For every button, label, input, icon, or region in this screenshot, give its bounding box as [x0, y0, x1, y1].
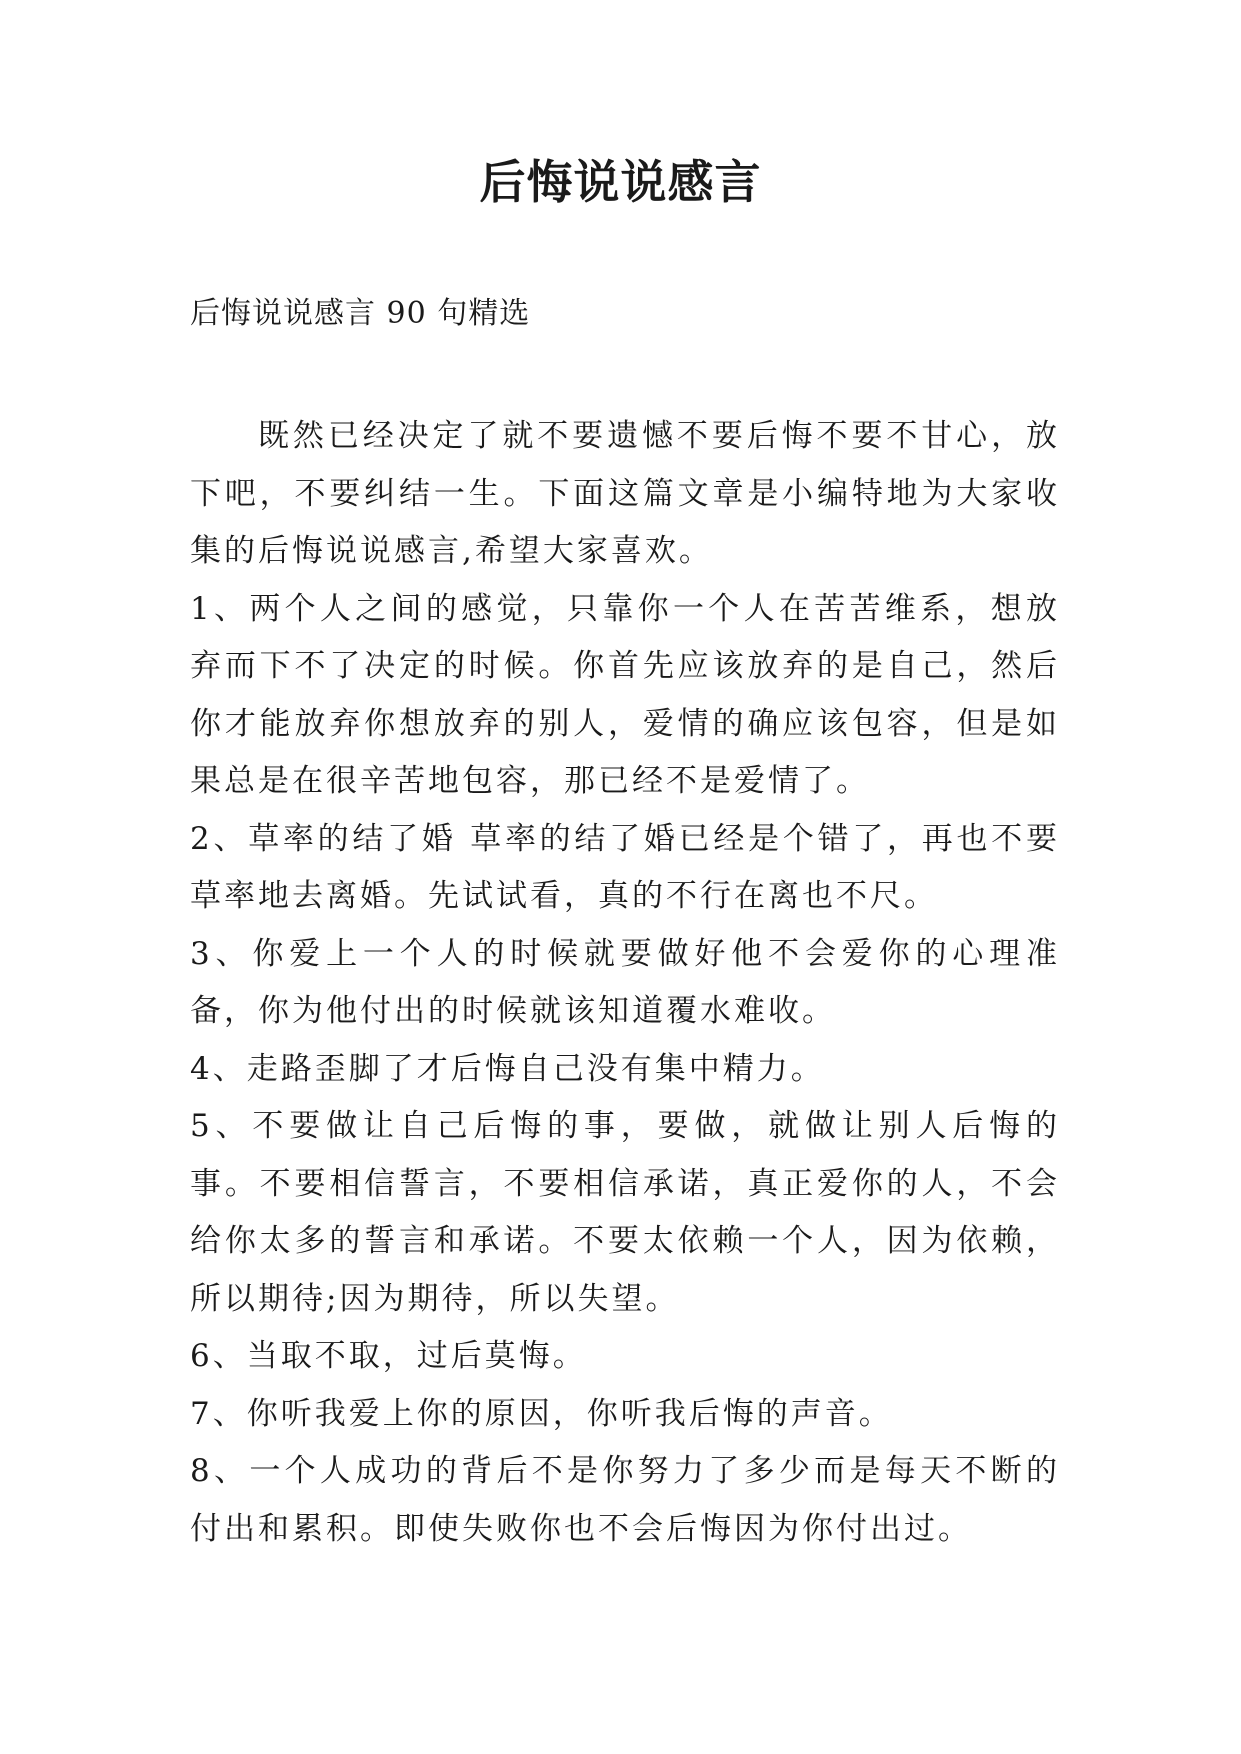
list-item: 5、不要做让自己后悔的事，要做，就做让别人后悔的事。不要相信誓言，不要相信承诺，真正爱你的人，不会给你太多的誓言和承诺。不要太依赖一个人，因为依赖，所以期待;因为期待，所以失望。	[190, 1108, 1060, 1317]
list-item: 8、一个人成功的背后不是你努力了多少而是每天不断的付出和累积。即使失败你也不会后悔因为你付出过。	[190, 1453, 1060, 1547]
intro-paragraph: 既然已经决定了就不要遗憾不要后悔不要不甘心，放下吧，不要纠结一生。下面这篇文章是小编特地为大家收集的后悔说说感言,希望大家喜欢。	[190, 418, 1060, 569]
list-item: 6、当取不取，过后莫悔。	[190, 1338, 587, 1374]
document-subtitle: 后悔说说感言 90 句精选	[190, 296, 531, 331]
list-item: 2、草率的结了婚 草率的结了婚已经是个错了，再也不要草率地去离婚。先试试看，真的不行在离也不尺。	[190, 820, 1060, 914]
list-item: 3、你爱上一个人的时候就要做好他不会爱你的心理准备，你为他付出的时候就该知道覆水难收。	[190, 935, 1060, 1029]
document-title: 后悔说说感言	[479, 155, 762, 209]
list-item: 7、你听我爱上你的原因，你听我后悔的声音。	[190, 1395, 893, 1432]
list-item: 1、两个人之间的感觉，只靠你一个人在苦苦维系，想放弃而下不了决定的时候。你首先应该放弃的是自己，然后你才能放弃你想放弃的别人，爱情的确应该包容，但是如果总是在很辛苦地包容，那已经不是爱情了。	[190, 590, 1060, 799]
list-item: 4、走路歪脚了才后悔自己没有集中精力。	[190, 1050, 825, 1087]
document-body	[190, 408, 1060, 1558]
